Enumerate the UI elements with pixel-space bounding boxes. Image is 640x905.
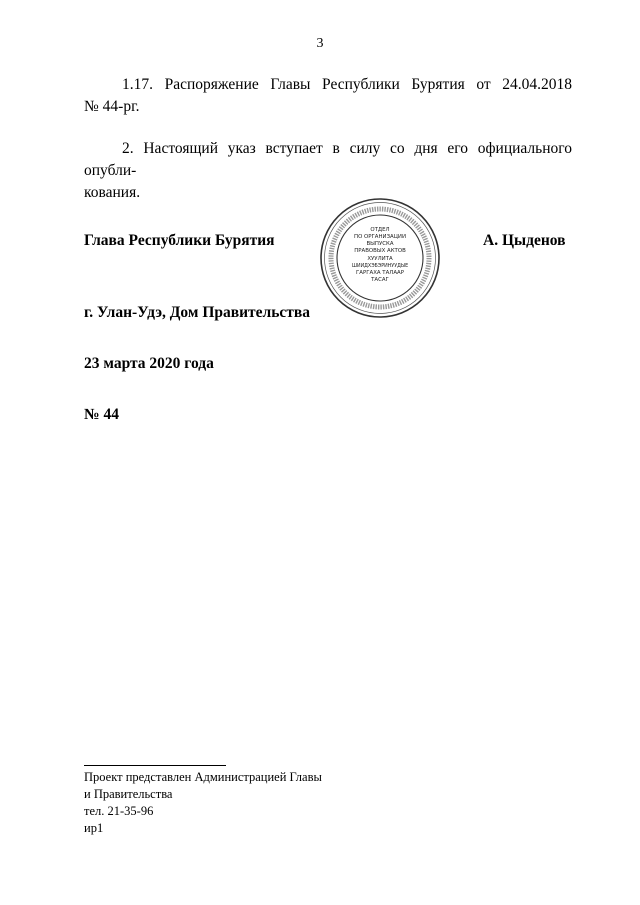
paragraph-2 <box>84 138 572 204</box>
footnote-divider <box>84 765 226 766</box>
signature-name: А. Цыденов <box>483 232 566 249</box>
paragraph-2-line2: кования. <box>84 184 141 201</box>
footnote-line: и Правительства <box>84 787 173 801</box>
paragraph-2-line1: 2. Настоящий указ вступает в силу со дня его официального опубли- <box>84 140 572 179</box>
paragraph-1-17-line1: 1.17. Распоряжение Главы Республики Бурятия от 24.04.2018 <box>122 76 572 93</box>
seal-line: ГАРГАХА ТАЛААР <box>356 270 404 276</box>
paragraph-1-17 <box>84 74 572 118</box>
footnote <box>84 769 322 837</box>
seal-line: ВЫПУСКА <box>366 241 394 247</box>
seal-line: ПО ОРГАНИЗАЦИИ <box>354 234 406 240</box>
date: 23 марта 2020 года <box>84 355 214 372</box>
seal-line: ОТДЕЛ <box>370 227 390 233</box>
footnote-code: ир1 <box>84 821 104 835</box>
decree-number: № 44 <box>84 406 119 423</box>
footnote-line: Проект представлен Администрацией Главы <box>84 770 322 784</box>
seal-line: ПРАВОВЫХ АКТОВ <box>354 248 406 254</box>
official-seal <box>318 196 442 320</box>
seal-line: ШИИДХЭБЭРИНУУДЫЕ <box>351 264 409 269</box>
seal-line: ТАСАГ <box>371 277 389 283</box>
place: г. Улан-Удэ, Дом Правительства <box>84 304 311 321</box>
footnote-phone: тел. 21-35-96 <box>84 804 154 818</box>
seal-line: ХУУЛИТА <box>367 256 393 262</box>
page-number: 3 <box>316 36 324 51</box>
signature-position: Глава Республики Бурятия <box>84 232 275 249</box>
paragraph-1-17-line2: № 44-рг. <box>84 98 140 115</box>
